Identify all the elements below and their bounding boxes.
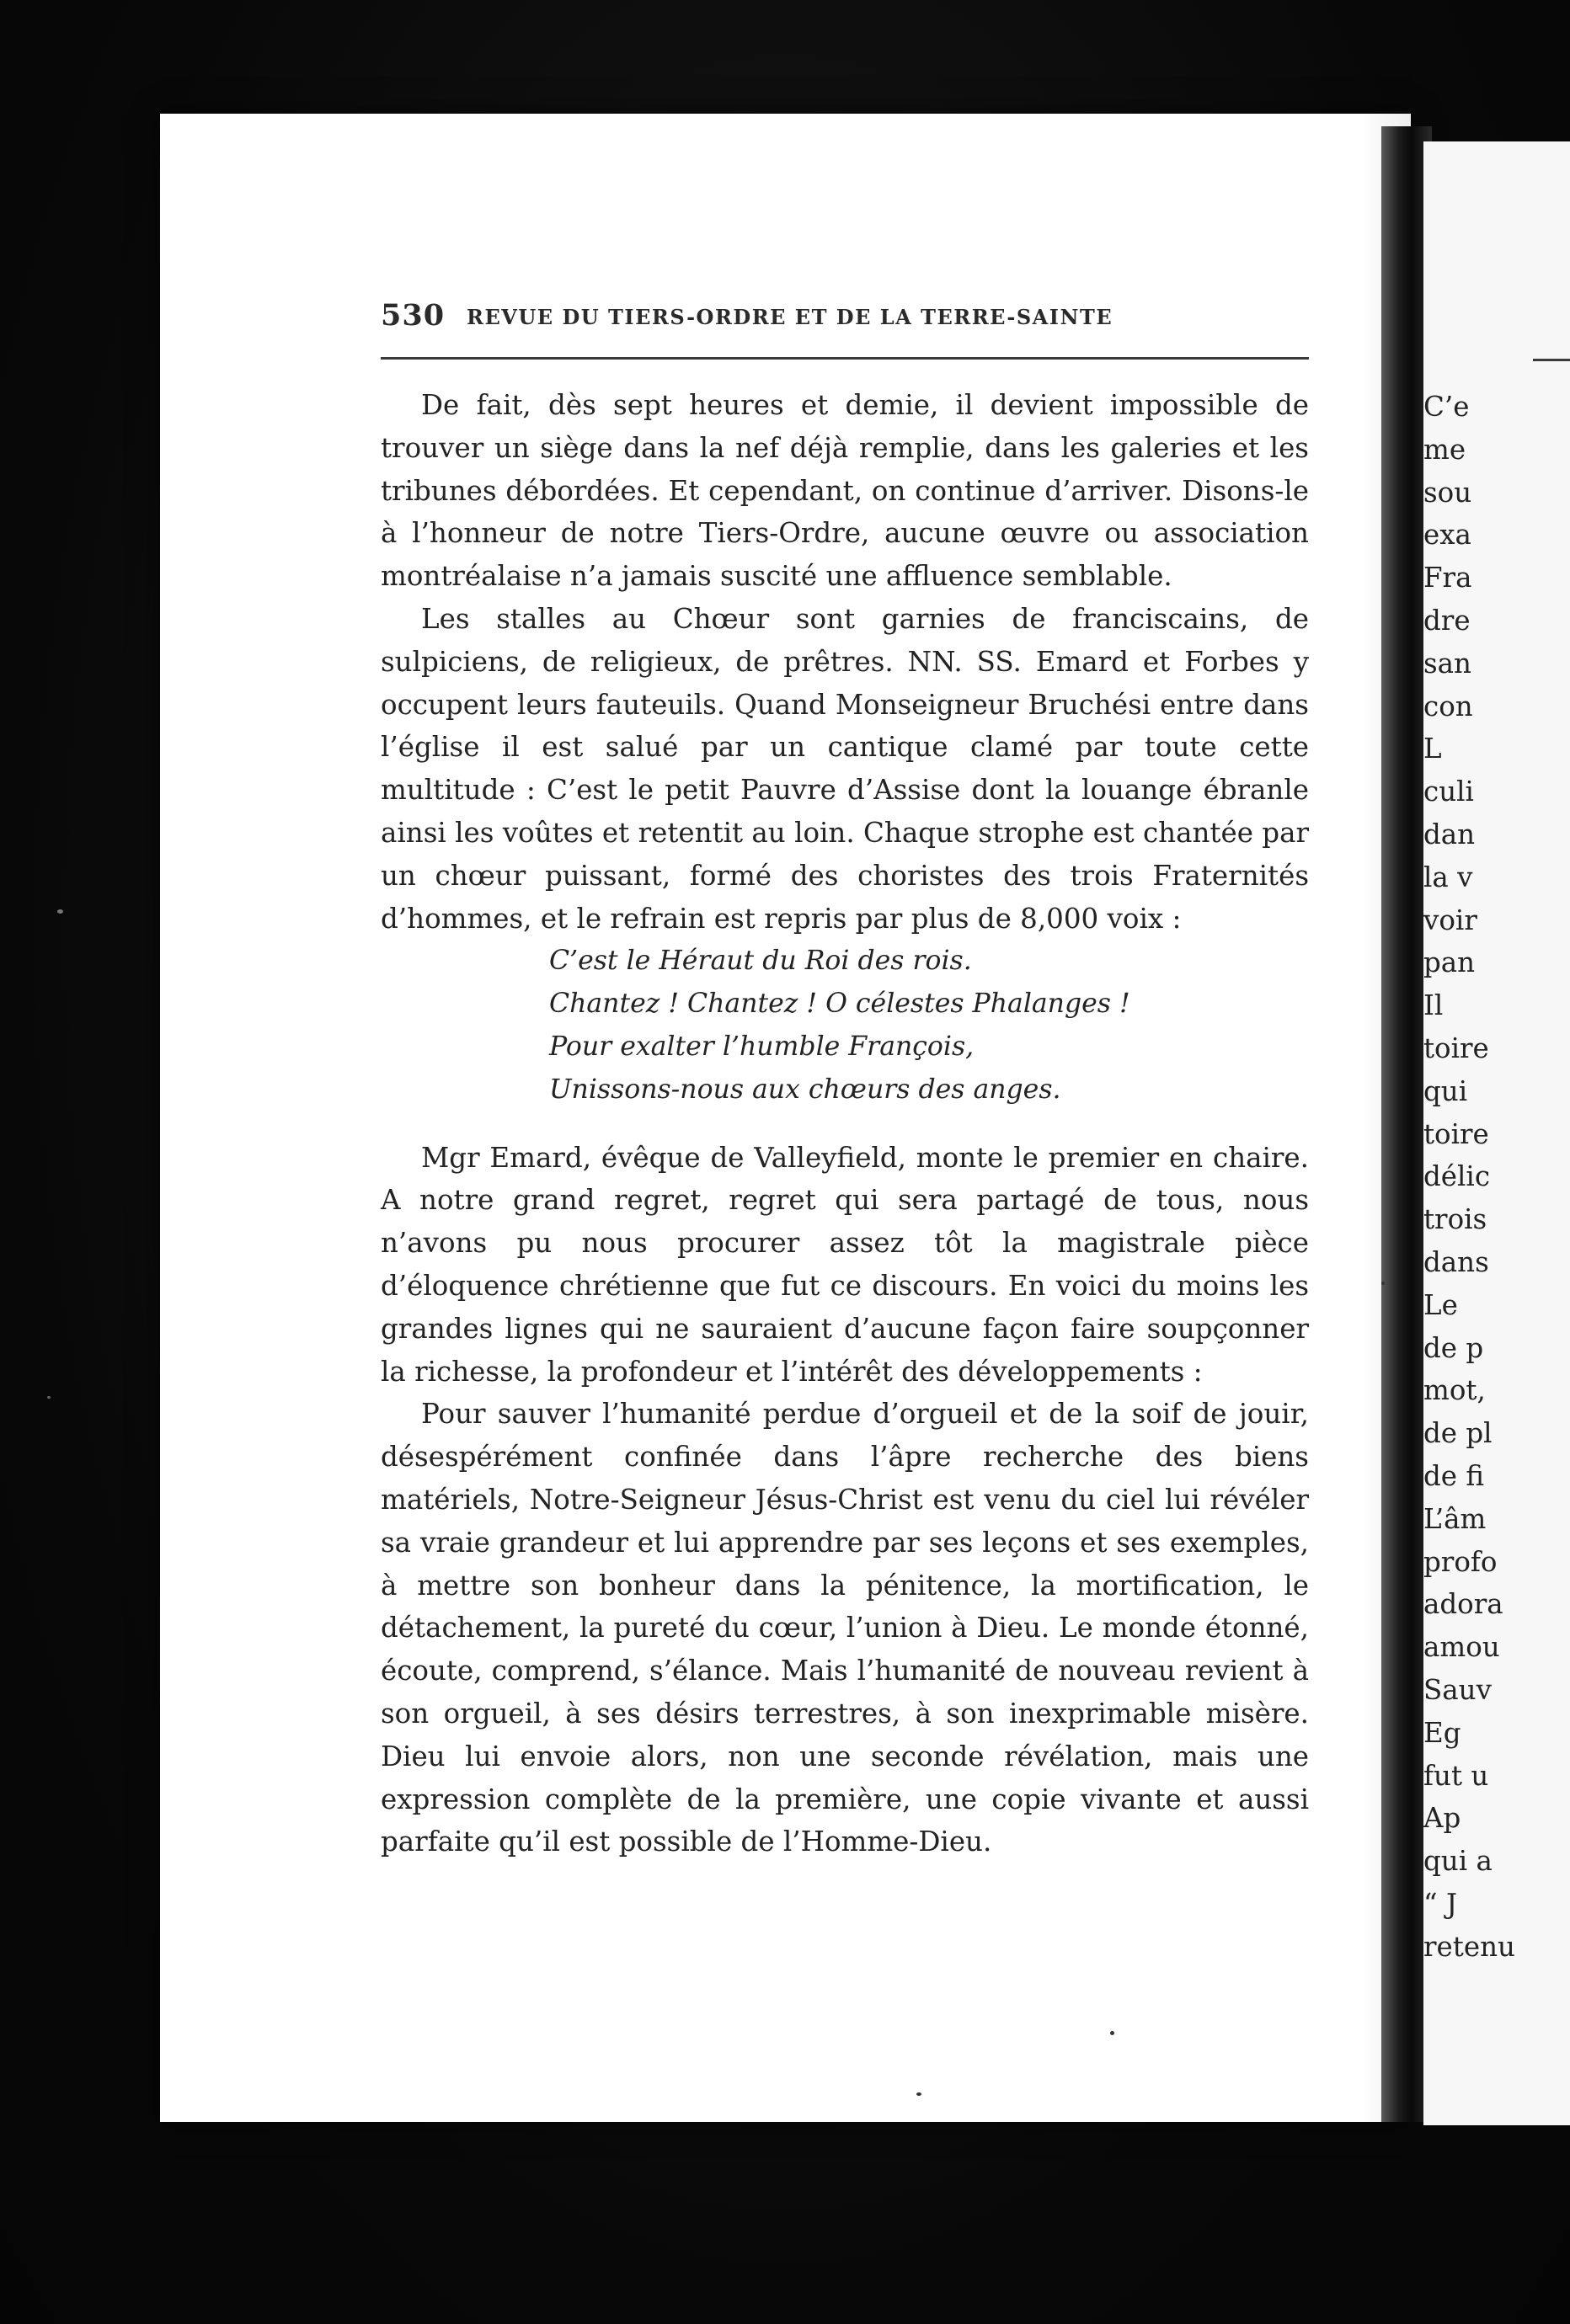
page-number: 530 <box>381 298 446 333</box>
hymn-verse <box>381 940 1309 1111</box>
facing-page-line: qui a <box>1423 1845 1493 1878</box>
verse-spacing <box>381 1111 1309 1137</box>
scan-speck <box>47 1396 51 1399</box>
facing-page-line: fut u <box>1423 1759 1489 1792</box>
facing-page-line: qui <box>1423 1074 1468 1107</box>
header-rule <box>381 357 1309 360</box>
facing-page-line: dre <box>1423 604 1471 637</box>
paragraph-2: Les stalles au Chœur sont garnies de franciscains, de sulpiciens, de religieux, de prêtres. NN. SS. Emard et Forbes y occupent leurs fauteuils. Quand Monseigneur Bruchési entre dans l’église il est salué par un cantique clamé par toute cette multitude : C’est le petit Pauvre d’Assise dont la louange ébranle ainsi les voûtes et retentit au loin. Chaque strophe est chantée par un chœur puissant, formé des choristes des trois Fraternités d’hommes, et le refrain est repris par plus de 8,000 voix : <box>381 602 1309 935</box>
facing-page-line: Le <box>1423 1288 1458 1321</box>
scan-speck <box>1381 1282 1385 1285</box>
facing-page-line: sou <box>1423 476 1472 509</box>
verse-line-2: Chantez ! Chantez ! O célestes Phalanges ! <box>549 989 1130 1020</box>
facing-page-line: pan <box>1423 946 1476 979</box>
facing-page-line: voir <box>1423 903 1477 936</box>
facing-page-line: amou <box>1423 1631 1500 1664</box>
facing-page-line: Fra <box>1423 562 1472 594</box>
verse-line-4: Unissons-nous aux chœurs des anges. <box>549 1074 1061 1105</box>
facing-page-line: adora <box>1423 1588 1503 1621</box>
running-header <box>381 298 1309 340</box>
facing-page-line: délic <box>1423 1160 1491 1193</box>
facing-page-line: C’e <box>1423 391 1470 423</box>
facing-page-line: dans <box>1423 1245 1489 1278</box>
verse-line-3: Pour exalter l’humble François, <box>549 1031 975 1062</box>
scan-speck <box>57 909 63 914</box>
facing-page-line: “ J <box>1423 1887 1457 1920</box>
facing-page-line: dan <box>1423 818 1476 850</box>
paragraph-3: Mgr Emard, évêque de Valleyfield, monte le premier en chaire. A notre grand regret, regret qui sera partagé de tous, nous n’avons pu nous procurer assez tôt la magistrale pièce d’éloquence chrétienne que fut ce discours. En voici du moins les grandes lignes qui ne sauraient d’aucune façon faire soupçonner la richesse, la profondeur et l’intérêt des développements : <box>381 1141 1309 1388</box>
verse-line-1: C’est le Héraut du Roi des rois. <box>549 946 972 977</box>
paragraph-1: De fait, dès sept heures et demie, il devient impossible de trouver un siège dans la nef déjà remplie, dans les galeries et les tribunes débordées. Et cependant, on continue d’arriver. Disons-le à l’honneur de notre Tiers-Ordre, aucune œuvre ou association montréalaise n’a jamais suscité une affluence semblable. <box>381 389 1309 593</box>
scan-speck <box>1110 2031 1114 2035</box>
facing-page-line: Sauv <box>1423 1673 1492 1706</box>
facing-page-line: L’âm <box>1423 1502 1487 1535</box>
facing-page-line: Ap <box>1423 1802 1461 1835</box>
body-text <box>381 384 1309 1863</box>
facing-page-line: Eg <box>1423 1716 1461 1749</box>
facing-page-text <box>1423 386 1570 1968</box>
facing-page-line: exa <box>1423 519 1471 552</box>
facing-page-line: de fi <box>1423 1459 1485 1492</box>
facing-page-line: de p <box>1423 1331 1484 1364</box>
facing-page-line: culi <box>1423 776 1474 808</box>
facing-page-line: la v <box>1423 861 1473 893</box>
paragraph-4: Pour sauver l’humanité perdue d’orgueil et de la soif de jouir, désespérément confinée dans l’âpre recherche des biens matériels, Notre-Seigneur Jésus-Christ est venu du ciel lui révéler sa vraie grandeur et lui apprendre par ses leçons et ses exemples, à mettre son bonheur dans la pénitence, la mortification, le détachement, la pureté du cœur, l’union à Dieu. Le monde étonné, écoute, comprend, s’élance. Mais l’humanité de nouveau revient à son orgueil, à ses désirs terrestres, à son inexprimable misère. Dieu lui envoie alors, non une seconde révélation, mais une expression complète de la première, une copie vivante et aussi parfaite qu’il est possible de l’Homme-Dieu. <box>381 1398 1309 1858</box>
running-title: REVUE DU TIERS-ORDRE ET DE LA TERRE-SAINTE <box>467 305 1113 329</box>
facing-page-line: profo <box>1423 1545 1498 1578</box>
scan-speck <box>916 2092 921 2096</box>
facing-page-line: Il <box>1423 989 1444 1022</box>
facing-page-header-rule <box>1533 359 1570 361</box>
facing-page-line: retenu <box>1423 1930 1515 1963</box>
facing-page-line: san <box>1423 647 1471 680</box>
facing-page-line: trois <box>1423 1203 1487 1236</box>
facing-page-line: mot, <box>1423 1374 1486 1407</box>
facing-page-line: con <box>1423 690 1473 722</box>
facing-page-line: L <box>1423 733 1442 765</box>
facing-page-line: me <box>1423 433 1466 466</box>
facing-page-line: toire <box>1423 1117 1489 1150</box>
facing-page-line: de pl <box>1423 1417 1493 1450</box>
facing-page <box>1423 141 1570 2125</box>
facing-page-line: toire <box>1423 1031 1489 1064</box>
